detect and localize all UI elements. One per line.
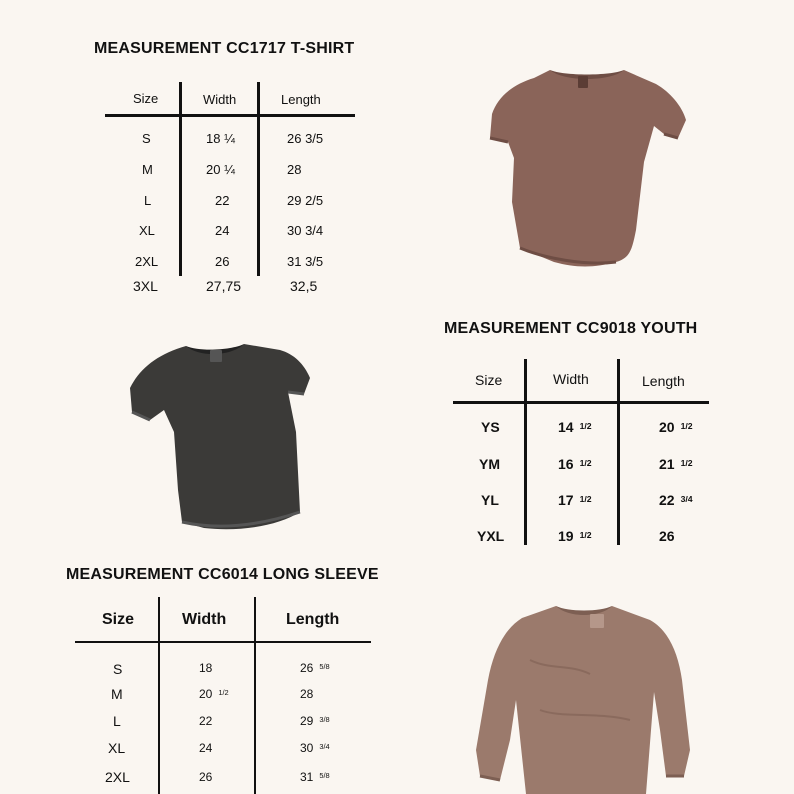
cc9018-row-width: 14 $^{1/2}$	[558, 419, 592, 435]
cc9018-row-size: YXL	[477, 528, 505, 544]
cc6014-row-width: 18	[199, 661, 213, 675]
tshirt-tag	[210, 350, 222, 362]
cc1717-column-rule-1	[179, 82, 182, 276]
cc6014-column-rule-1	[158, 597, 160, 794]
cc9018-row-length: 22 $^{3/4}$	[659, 492, 693, 508]
cc9018-header-length: Length	[642, 373, 685, 389]
cc9018-column-rule-2	[617, 359, 620, 545]
cc6014-row-size: S	[113, 661, 123, 677]
cc6014-row-width: 20 $^{1/2}$	[199, 687, 229, 701]
cc6014-row-width: 22	[199, 714, 213, 728]
cc6014-row-size: XL	[108, 740, 126, 756]
cc6014-row-length: 29 $^{3/8}$	[300, 714, 330, 728]
brown-tshirt-image	[484, 62, 690, 276]
cc1717-row-size: 2XL	[135, 254, 159, 269]
cc1717-row-size: S	[142, 131, 151, 146]
cc1717-row-length: 28	[287, 162, 302, 177]
cc9018-header-size: Size	[475, 372, 503, 388]
cc1717-row-width: 26	[215, 254, 230, 269]
cc1717-title: MEASUREMENT CC1717 T-SHIRT	[94, 40, 355, 57]
cc9018-column-rule-1	[524, 359, 527, 545]
cc1717-row-length: 30 3/4	[287, 223, 324, 238]
cc1717-row-width: 27,75	[206, 278, 242, 294]
cc6014-row-width: 26	[199, 770, 213, 784]
tshirt-tag	[578, 76, 588, 88]
cc1717-row-size: M	[142, 162, 153, 177]
cc6014-title: MEASUREMENT CC6014 LONG SLEEVE	[66, 566, 379, 583]
cc1717-row-size: 3XL	[133, 278, 158, 294]
cc1717-header-size: Size	[133, 91, 159, 106]
cc6014-row-length: 28	[300, 687, 314, 701]
cc1717-header-rule	[105, 114, 355, 117]
cc6014-header-size: Size	[102, 611, 135, 628]
cc9018-row-length: 26	[659, 528, 675, 544]
cc1717-row-length: 31 3/5	[287, 254, 324, 269]
cc1717-column-rule-2	[257, 82, 260, 276]
cc6014-header-length: Length	[286, 611, 340, 628]
cc6014-row-width: 24	[199, 741, 213, 755]
cc1717-row-width: 18 ¼	[206, 131, 235, 146]
cc1717-row-size: XL	[139, 223, 155, 238]
cc6014-header-width: Width	[182, 611, 227, 628]
cc9018-row-width: 19 $^{1/2}$	[558, 528, 592, 544]
dark-gray-tshirt-image	[128, 340, 314, 536]
long-sleeve-shirt-image	[470, 600, 696, 794]
cc6014-row-size: M	[111, 686, 123, 702]
cc9018-row-width: 17 $^{1/2}$	[558, 492, 592, 508]
cc9018-header-width: Width	[553, 371, 589, 387]
cc9018-title: MEASUREMENT CC9018 YOUTH	[444, 320, 698, 337]
cc9018-row-size: YL	[481, 492, 499, 508]
cc9018-row-length: 20 $^{1/2}$	[659, 419, 693, 435]
cc9018-row-size: YM	[479, 456, 500, 472]
cc6014-row-size: L	[113, 713, 121, 729]
cc1717-header-length: Length	[281, 92, 321, 107]
cc6014-row-length: 26 $^{5/8}$	[300, 661, 330, 675]
cc9018-row-width: 16 $^{1/2}$	[558, 456, 592, 472]
cc6014-row-length: 31 $^{5/8}$	[300, 770, 330, 784]
cc6014-row-size: 2XL	[105, 769, 130, 785]
shirt-tag	[590, 614, 604, 628]
cc1717-header-width: Width	[203, 92, 237, 107]
cc1717-row-length: 32,5	[290, 278, 318, 294]
cc9018-row-size: YS	[481, 419, 500, 435]
cc1717-row-size: L	[144, 193, 152, 208]
cc6014-header-rule	[75, 641, 371, 643]
cc1717-row-length: 26 3/5	[287, 131, 324, 146]
cc1717-row-length: 29 2/5	[287, 193, 324, 208]
cc1717-row-width: 24	[215, 223, 230, 238]
cc6014-column-rule-2	[254, 597, 256, 794]
cc9018-row-length: 21 $^{1/2}$	[659, 456, 693, 472]
cc6014-row-length: 30 $^{3/4}$	[300, 741, 330, 755]
cc9018-header-rule	[453, 401, 709, 404]
cc1717-row-width: 20 ¼	[206, 162, 235, 177]
cc1717-row-width: 22	[215, 193, 230, 208]
